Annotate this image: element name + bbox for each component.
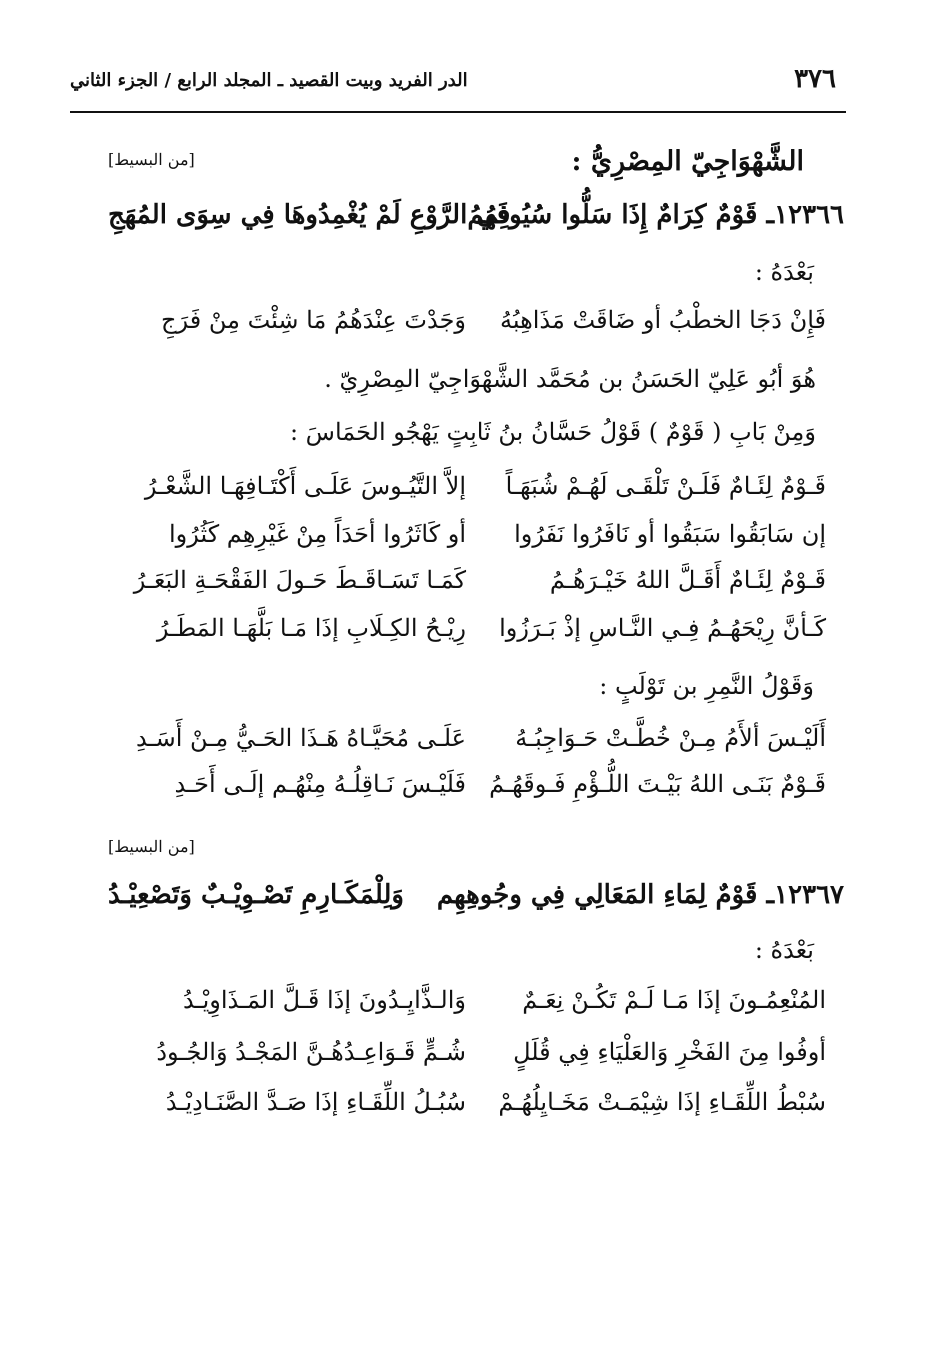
verse-12367-first: [437, 880, 844, 910]
hemistich-second: شُـمٍّ قَـوَاعِـدُهُـنَّ المَجْـدُ وَالجُـودُ: [156, 1038, 466, 1066]
hemistich-first: سُبْطُ اللِّقَـاءِ إذَا شِيْمَـتْ مَخَـايِلُهُـمْ: [498, 1088, 826, 1116]
note-line: هُوَ أبُو عَلِيّ الحَسَنُ بن مُحَمَّد الشَّهْوَاجِيّ المِصْرِيّ .: [324, 365, 816, 393]
hemistich-second: فَلَيْـسَ نَـاقِلُـهُ مِنْهُـم إلَـى أَحَـدِ: [174, 770, 466, 798]
meter-label: [من البسيط]: [108, 150, 195, 169]
hemistich-first: كَـأنَّ رِيْحَهُـمُ فِـي النَّـاسِ إذْ بَـرَزُوا: [499, 614, 826, 642]
hemistich-second: أو كَاثَرُوا أحَدَاً مِنْ غَيْرِهِم كَثُرُوا: [168, 520, 466, 548]
hemistich-second: وَجَدْتَ عِنْدَهُمُ مَا شِئْتَ مِنْ فَرَجِ: [161, 306, 466, 334]
hemistich-first: أوفُوا مِنَ الفَخْرِ وَالعَلْيَاءِ فِي قُلَلٍ: [513, 1038, 826, 1066]
header-divider: [70, 111, 846, 113]
hemistich-second: وَالـذَّايِـدُونَ إذَا قَـلَّ المَـذَاوِيْـدُ: [182, 986, 466, 1014]
hemistich-first: قَوْمٌ لِمَاءِ المَعَالِي فِي وجُوهِهِم: [436, 880, 758, 910]
hemistich-second: وَلِلْمَكَـارِمِ تَصْـوِيْـبٌ وَتَصْعِيْـدُ: [108, 880, 404, 910]
page-header: [70, 64, 836, 104]
hemistich-second: عَلَـى مُحَيَّـاهُ هَـذَا الحَـيُّ مِـنْ أَسَـدِ: [136, 724, 466, 752]
hemistich-first: أَلَيْـسَ ألأَمُ مِـنْ خُطَّـتْ حَـوَاجِبُـهُ: [515, 724, 826, 752]
verse-12366-first: [467, 200, 844, 230]
after-label: بَعْدَهُ :: [754, 258, 814, 286]
hemistich-second: إلاَّ التَّيُـوسَ عَلَـى أَكْتَـافِهَـا الشَّعْـرُ: [144, 472, 466, 500]
hemistich-second: كَمَـا تَسَـاقَـطَ حَـولَ الفَقْحَـةِ البَعَـرُ: [133, 566, 466, 594]
page-number: ٣٧٦: [794, 64, 836, 94]
hemistich-second: سُبُـلُ اللِّقَـاءِ إذَا صَـدَّ الصَّنَـادِيْـدُ: [165, 1088, 466, 1116]
verse-number: ١٢٣٦٧ـ: [766, 880, 844, 910]
hemistich-first: إن سَابَقُوا سَبَقُوا أو نَافَرُوا نَفَرُوا: [514, 520, 826, 548]
hemistich-first: فَإِنْ دَجَا الخطْبُ أو ضَاقَتْ مَذَاهِبُهُ: [500, 306, 826, 334]
note-line: وَقَوْلُ النَّمِرِ بن تَوْلَبٍ :: [599, 672, 814, 700]
verse-number: ١٢٣٦٦ـ: [766, 200, 844, 230]
hemistich-second: فِي الرَّوْعِ لَمْ يُغْمِدُوهَا فِي سِوَى المُهَجِ: [108, 200, 511, 230]
hemistich-second: رِيْـحُ الكِـلَابِ إذَا مَـا بَلَّهَـا المَطَـرُ: [156, 614, 466, 642]
meter-label: [من البسيط]: [108, 837, 195, 856]
hemistich-first: قَـوْمٌ لِئَـامٌ أَقَـلَّ اللهُ خَيْـرَهُـمُ: [549, 566, 826, 594]
note-line: وَمِنْ بَابِ ( قَوْمٌ ) قَوْلُ حَسَّانُ بنُ ثَابِتٍ يَهْجُو الحَمَاسَ :: [289, 418, 816, 446]
hemistich-first: قَـوْمٌ لِئَـامٌ فَلَـنْ تَلْقَـى لَهُـمْ شُبَهَـاً: [505, 472, 826, 500]
poet-name: الشَّهْوَاجِيّ المِصْرِيُّ :: [571, 146, 804, 177]
hemistich-first: المُنْعِمُـونَ إذَا مَـا لَـمْ تَكُـنْ نِعَـمٌ: [522, 986, 826, 1014]
hemistich-first: قَـوْمٌ بَنَـى اللهُ بَيْـتَ اللُّـؤْمِ فَـوقَهُـمُ: [489, 770, 826, 798]
running-title: الدر الفريد وبيت القصيد ـ المجلد الرابع / الجزء الثاني: [70, 70, 468, 91]
hemistich-first: قَوْمٌ كِرَامٌ إِذَا سَلُّوا سُيُوفَهُمُ: [467, 200, 758, 230]
after-label: بَعْدَهُ :: [754, 936, 814, 964]
